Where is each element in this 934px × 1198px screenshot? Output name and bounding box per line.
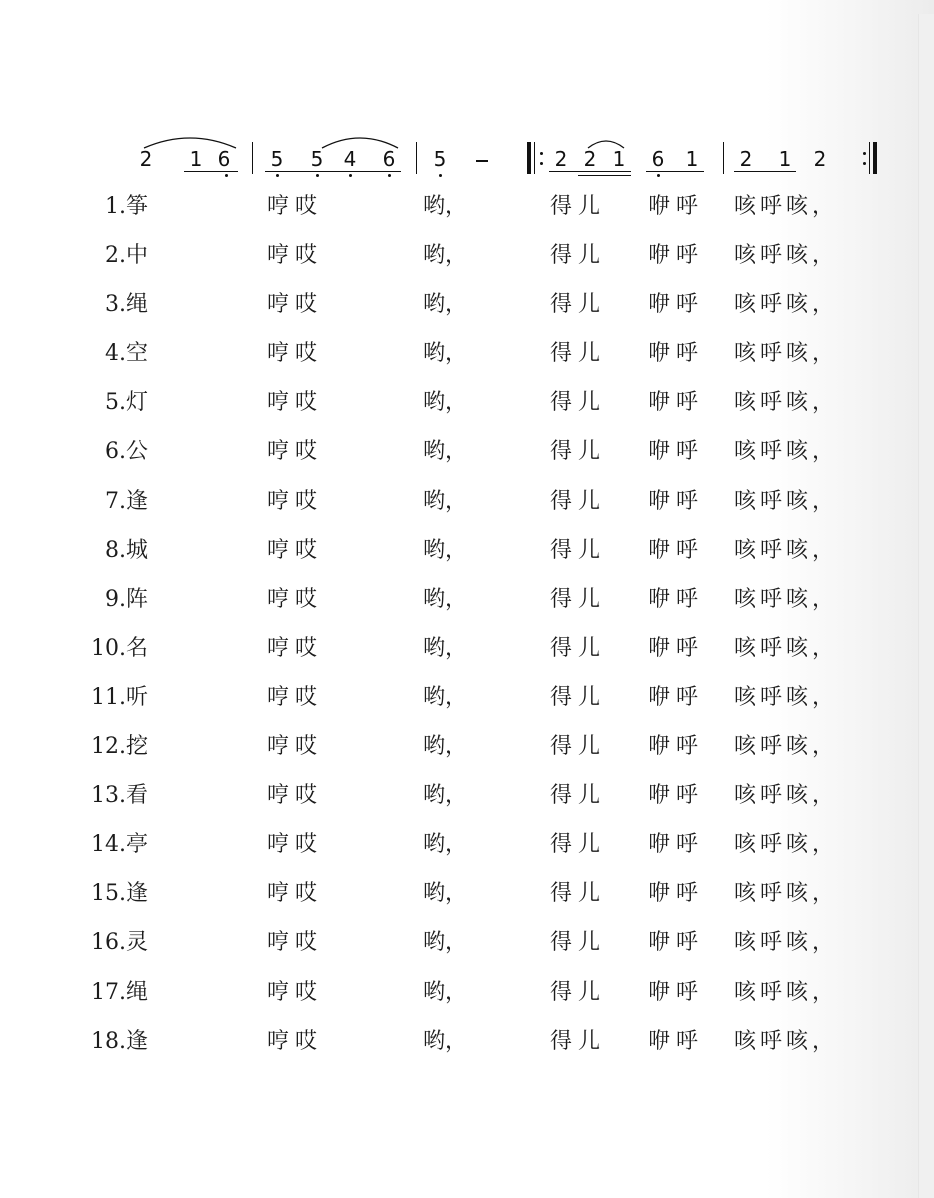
lyric-yihu: 咿呼 — [648, 194, 705, 219]
verse-number: 9.阵 — [105, 586, 148, 612]
note: 1 — [612, 147, 626, 171]
lyric-yo: 哟， — [423, 734, 468, 760]
lyric-yihu: 咿呼 — [648, 1028, 705, 1054]
note: 5 — [433, 147, 447, 171]
lyric-yo: 哟， — [423, 930, 468, 956]
lyric-haihuhai: 咳呼咳， — [734, 292, 839, 318]
lyric-row — [0, 341, 900, 390]
lyric-yo: 哟， — [423, 341, 468, 367]
beam-underline — [549, 171, 631, 172]
lyric-yo: 哟， — [423, 783, 468, 809]
note: 2 — [739, 147, 753, 171]
lyric-deer: 得儿 — [550, 1028, 607, 1054]
lyric-hengai: 哼哎 — [267, 930, 324, 956]
lyric-deer: 得儿 — [550, 930, 607, 956]
lyric-yihu: 咿呼 — [648, 292, 705, 318]
lyric-deer: 得儿 — [550, 194, 607, 219]
lyric-yo: 哟， — [423, 1028, 468, 1054]
lyric-yihu: 咿呼 — [648, 635, 705, 661]
lyric-haihuhai: 咳呼咳， — [734, 881, 839, 907]
beam-underline — [734, 171, 796, 172]
lyric-row — [0, 685, 900, 734]
lyric-haihuhai: 咳呼咳， — [734, 586, 839, 612]
verse-number: 16.灵 — [91, 930, 148, 956]
lyric-yihu: 咿呼 — [648, 734, 705, 760]
beam-underline — [646, 171, 704, 172]
lyric-yo: 哟， — [423, 979, 468, 1005]
lyric-hengai: 哼哎 — [267, 1028, 324, 1054]
repeat-start-thick-bar — [527, 142, 531, 174]
lyric-deer: 得儿 — [550, 635, 607, 661]
verse-number: 13.看 — [91, 783, 148, 809]
lyric-hengai: 哼哎 — [267, 537, 324, 563]
lower-octave-dot — [225, 174, 228, 177]
note: 1 — [778, 147, 792, 171]
lyric-yihu: 咿呼 — [648, 930, 705, 956]
sustain-dash — [476, 160, 488, 162]
verse-number: 10.名 — [91, 635, 148, 661]
lyric-yihu: 咿呼 — [648, 783, 705, 809]
lyric-yihu: 咿呼 — [648, 684, 705, 710]
lyric-hengai: 哼哎 — [267, 586, 324, 612]
lyric-haihuhai: 咳呼咳， — [734, 635, 839, 661]
verse-number: 7.逢 — [105, 488, 148, 514]
page-edge — [918, 14, 934, 1198]
repeat-start-thin-bar — [534, 142, 535, 174]
lyric-hengai: 哼哎 — [267, 881, 324, 907]
lyric-haihuhai: 咳呼咳， — [734, 930, 839, 956]
note: 2 — [583, 147, 597, 171]
lyric-hengai: 哼哎 — [267, 635, 324, 661]
lyric-row — [0, 1029, 900, 1078]
note: 1 — [685, 147, 699, 171]
lyric-yihu: 咿呼 — [648, 586, 705, 612]
lyric-yihu: 咿呼 — [648, 537, 705, 563]
lyric-row — [0, 439, 900, 488]
beam-underline — [184, 171, 238, 172]
repeat-dot — [540, 152, 543, 155]
lyric-yo: 哟， — [423, 194, 468, 219]
repeat-dot — [540, 162, 543, 165]
jianpu-notation-line — [0, 130, 900, 190]
lyric-yihu: 咿呼 — [648, 439, 705, 465]
lyric-hengai: 哼哎 — [267, 488, 324, 514]
note: 5 — [310, 147, 324, 171]
lyric-hengai: 哼哎 — [267, 979, 324, 1005]
lyric-row — [0, 194, 900, 243]
note: 5 — [270, 147, 284, 171]
lyric-haihuhai: 咳呼咳， — [734, 684, 839, 710]
lyric-deer: 得儿 — [550, 488, 607, 514]
lyric-row — [0, 587, 900, 636]
lyric-row — [0, 390, 900, 439]
lyric-deer: 得儿 — [550, 783, 607, 809]
lyric-hengai: 哼哎 — [267, 439, 324, 465]
slur-arc — [586, 136, 626, 150]
lyric-hengai: 哼哎 — [267, 684, 324, 710]
verse-number: 14.亭 — [91, 832, 148, 858]
lyric-hengai: 哼哎 — [267, 832, 324, 858]
lyric-row — [0, 930, 900, 979]
repeat-dot — [863, 152, 866, 155]
lyric-deer: 得儿 — [550, 979, 607, 1005]
verse-number: 18.逢 — [91, 1028, 148, 1054]
slur-arc — [142, 132, 238, 150]
verse-number: 11.听 — [91, 684, 148, 710]
lyric-yo: 哟， — [423, 439, 468, 465]
lyric-hengai: 哼哎 — [267, 390, 324, 416]
beam-underline-double — [578, 175, 631, 176]
lyric-yo: 哟， — [423, 586, 468, 612]
note: 2 — [554, 147, 568, 171]
verse-number: 2.中 — [105, 243, 148, 269]
lyric-yo: 哟， — [423, 243, 468, 269]
lyric-hengai: 哼哎 — [267, 243, 324, 269]
lyric-row — [0, 980, 900, 1029]
lyric-yo: 哟， — [423, 684, 468, 710]
note: 6 — [651, 147, 665, 171]
lyric-yihu: 咿呼 — [648, 881, 705, 907]
lower-octave-dot — [316, 174, 319, 177]
note: 4 — [343, 147, 357, 171]
lyric-haihuhai: 咳呼咳， — [734, 439, 839, 465]
lyric-haihuhai: 咳呼咳， — [734, 243, 839, 269]
verse-number: 5.灯 — [105, 390, 148, 416]
lyric-row — [0, 489, 900, 538]
verse-number: 12.挖 — [91, 734, 148, 760]
repeat-end-thin-bar — [869, 142, 870, 174]
lyric-hengai: 哼哎 — [267, 783, 324, 809]
lyric-row — [0, 783, 900, 832]
lyric-yihu: 咿呼 — [648, 488, 705, 514]
lyric-yihu: 咿呼 — [648, 390, 705, 416]
verse-number: 15.逢 — [91, 881, 148, 907]
lower-octave-dot — [439, 174, 442, 177]
verse-number: 6.公 — [105, 439, 148, 465]
lower-octave-dot — [349, 174, 352, 177]
repeat-dot — [863, 162, 866, 165]
lyric-yo: 哟， — [423, 537, 468, 563]
lyric-yo: 哟， — [423, 635, 468, 661]
lyric-row — [0, 243, 900, 292]
verse-number: 17.绳 — [91, 979, 148, 1005]
beam-underline — [265, 171, 401, 172]
lyric-row — [0, 292, 900, 341]
lyric-yo: 哟， — [423, 488, 468, 514]
lyrics-verses — [0, 194, 900, 1078]
lyric-deer: 得儿 — [550, 684, 607, 710]
verse-number: 8.城 — [105, 537, 148, 563]
lyric-haihuhai: 咳呼咳， — [734, 537, 839, 563]
lower-octave-dot — [388, 174, 391, 177]
lyric-haihuhai: 咳呼咳， — [734, 488, 839, 514]
lyric-hengai: 哼哎 — [267, 341, 324, 367]
lyric-deer: 得儿 — [550, 439, 607, 465]
lyric-haihuhai: 咳呼咳， — [734, 832, 839, 858]
lyric-hengai: 哼哎 — [267, 194, 324, 219]
lyric-deer: 得儿 — [550, 390, 607, 416]
note: 2 — [139, 147, 153, 171]
lyric-deer: 得儿 — [550, 881, 607, 907]
verse-number: 1.筝 — [105, 194, 148, 219]
lyric-row — [0, 832, 900, 881]
verse-number: 4.空 — [105, 341, 148, 367]
lyric-yo: 哟， — [423, 881, 468, 907]
lyric-haihuhai: 咳呼咳， — [734, 341, 839, 367]
lyric-yihu: 咿呼 — [648, 832, 705, 858]
verse-number: 3.绳 — [105, 292, 148, 318]
note: 6 — [217, 147, 231, 171]
barline — [723, 142, 724, 174]
lyric-hengai: 哼哎 — [267, 292, 324, 318]
lower-octave-dot — [657, 174, 660, 177]
lyric-row — [0, 881, 900, 930]
lyric-yo: 哟， — [423, 390, 468, 416]
lyric-yo: 哟， — [423, 292, 468, 318]
note: 1 — [189, 147, 203, 171]
note: 2 — [813, 147, 827, 171]
lyric-row — [0, 734, 900, 783]
lyric-row — [0, 636, 900, 685]
lyric-deer: 得儿 — [550, 292, 607, 318]
lyric-yihu: 咿呼 — [648, 341, 705, 367]
lyric-yo: 哟， — [423, 832, 468, 858]
lyric-yihu: 咿呼 — [648, 243, 705, 269]
lyric-haihuhai: 咳呼咳， — [734, 194, 839, 219]
lyric-deer: 得儿 — [550, 341, 607, 367]
lyric-deer: 得儿 — [550, 537, 607, 563]
lyric-haihuhai: 咳呼咳， — [734, 1028, 839, 1054]
barline — [416, 142, 417, 174]
lyric-deer: 得儿 — [550, 832, 607, 858]
lyric-haihuhai: 咳呼咳， — [734, 734, 839, 760]
lyric-yihu: 咿呼 — [648, 979, 705, 1005]
lyric-haihuhai: 咳呼咳， — [734, 979, 839, 1005]
note: 6 — [382, 147, 396, 171]
repeat-end-thick-bar — [873, 142, 877, 174]
lyric-haihuhai: 咳呼咳， — [734, 783, 839, 809]
slur-arc — [320, 132, 400, 150]
lyric-deer: 得儿 — [550, 586, 607, 612]
lyric-row — [0, 538, 900, 587]
lyric-hengai: 哼哎 — [267, 734, 324, 760]
lyric-haihuhai: 咳呼咳， — [734, 390, 839, 416]
lower-octave-dot — [276, 174, 279, 177]
barline — [252, 142, 253, 174]
lyric-deer: 得儿 — [550, 243, 607, 269]
lyric-deer: 得儿 — [550, 734, 607, 760]
